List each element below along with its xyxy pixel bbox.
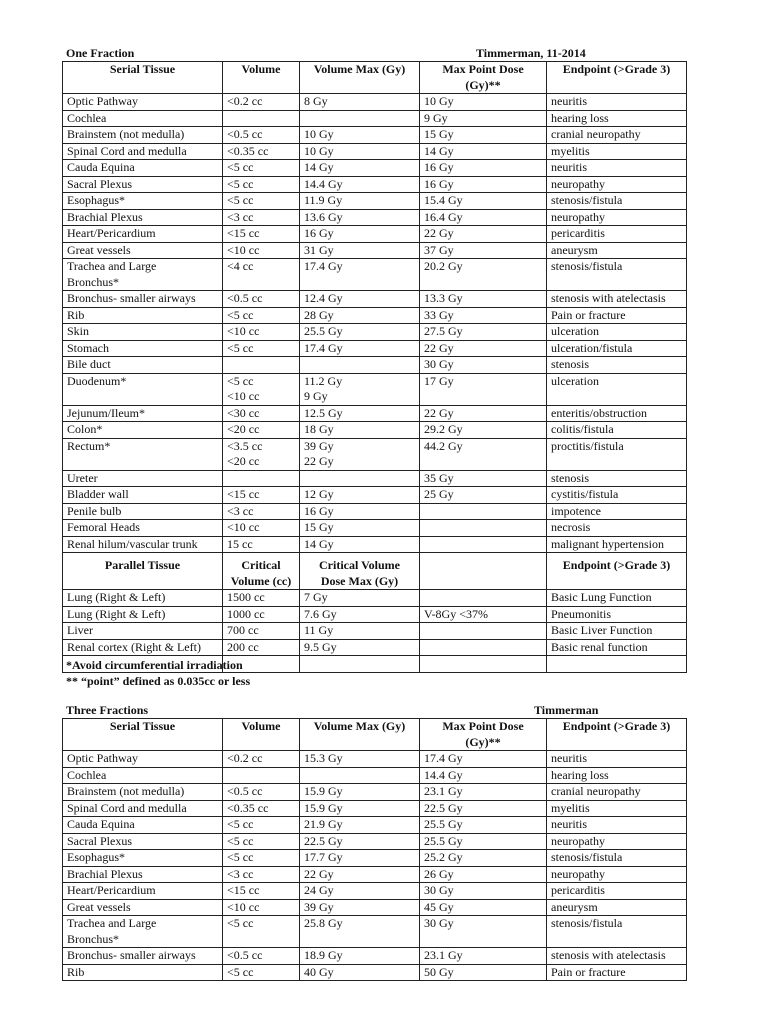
cell-max-point-dose: V-8Gy <37%	[420, 606, 547, 623]
footnotes	[66, 658, 250, 689]
cell-volume-max: 8 Gy	[300, 94, 420, 111]
table-row	[63, 899, 687, 916]
cell-volume: <5 cc	[223, 916, 300, 948]
table-row	[63, 606, 687, 623]
cell-volume: <0.2 cc	[223, 751, 300, 768]
cell-tissue: Cauda Equina	[63, 160, 223, 177]
cell-volume-max: 39 Gy 22 Gy	[300, 438, 420, 470]
table-row	[63, 357, 687, 374]
cell-tissue: Ureter	[63, 470, 223, 487]
table-row	[63, 405, 687, 422]
table-row	[63, 470, 687, 487]
parallel-header-max-point-dose	[420, 553, 547, 590]
table-row	[63, 176, 687, 193]
cell-volume-max: 31 Gy	[300, 242, 420, 259]
cell-tissue: Rectum*	[63, 438, 223, 470]
cell-volume: 15 cc	[223, 536, 300, 553]
cell-endpoint: ulceration/fistula	[547, 340, 687, 357]
cell-volume-max: 25.5 Gy	[300, 324, 420, 341]
cell-tissue: Cochlea	[63, 110, 223, 127]
column-header-volume: Volume	[223, 62, 300, 94]
cell-max-point-dose: 16 Gy	[420, 160, 547, 177]
cell-volume: <5 cc	[223, 160, 300, 177]
cell-max-point-dose: 27.5 Gy	[420, 324, 547, 341]
cell-tissue: Esophagus*	[63, 850, 223, 867]
cell-volume: <5 cc	[223, 964, 300, 981]
cell-volume-max: 24 Gy	[300, 883, 420, 900]
cell-endpoint: stenosis	[547, 357, 687, 374]
cell-volume: <5 cc	[223, 193, 300, 210]
cell-max-point-dose: 16.4 Gy	[420, 209, 547, 226]
cell-max-point-dose: 9 Gy	[420, 110, 547, 127]
cell-tissue: Optic Pathway	[63, 751, 223, 768]
cell-volume: <3 cc	[223, 503, 300, 520]
table-row	[63, 193, 687, 210]
table-row	[63, 143, 687, 160]
cell-volume: <15 cc	[223, 487, 300, 504]
cell-endpoint: hearing loss	[547, 767, 687, 784]
cell-endpoint: neuritis	[547, 160, 687, 177]
table-row	[63, 850, 687, 867]
cell-tissue: Penile bulb	[63, 503, 223, 520]
cell-volume-max: 25.8 Gy	[300, 916, 420, 948]
cell-tissue: Lung (Right & Left)	[63, 606, 223, 623]
table-row	[63, 623, 687, 640]
cell-endpoint: hearing loss	[547, 110, 687, 127]
cell-endpoint: stenosis with atelectasis	[547, 948, 687, 965]
cell-endpoint: Basic Lung Function	[547, 590, 687, 607]
cell-tissue: Brachial Plexus	[63, 209, 223, 226]
cell-tissue: Rib	[63, 964, 223, 981]
table-row	[63, 259, 687, 291]
cell-volume: <5 cc	[223, 850, 300, 867]
cell-tissue: Brachial Plexus	[63, 866, 223, 883]
cell-tissue: Heart/Pericardium	[63, 883, 223, 900]
cell-volume-max: 10 Gy	[300, 127, 420, 144]
column-header-endpoint: Endpoint (>Grade 3)	[547, 62, 687, 94]
cell-volume: <30 cc	[223, 405, 300, 422]
table-row	[63, 291, 687, 308]
cell-tissue: Spinal Cord and medulla	[63, 800, 223, 817]
cell-max-point-dose: 16 Gy	[420, 176, 547, 193]
table-row	[63, 373, 687, 405]
cell-endpoint: pericarditis	[547, 226, 687, 243]
cell-volume-max: 15 Gy	[300, 520, 420, 537]
cell-volume: <10 cc	[223, 324, 300, 341]
cell-max-point-dose	[420, 536, 547, 553]
cell-endpoint: pericarditis	[547, 883, 687, 900]
cell-max-point-dose: 20.2 Gy	[420, 259, 547, 291]
table-row	[63, 639, 687, 656]
cell-tissue: Sacral Plexus	[63, 833, 223, 850]
table-row	[63, 767, 687, 784]
cell-max-point-dose: 25.2 Gy	[420, 850, 547, 867]
cell-volume: <10 cc	[223, 520, 300, 537]
footnote-point-definition: ** “point” defined as 0.035cc or less	[66, 673, 251, 688]
cell-volume: <0.35 cc	[223, 143, 300, 160]
cell-max-point-dose: 14.4 Gy	[420, 767, 547, 784]
cell-max-point-dose: 25.5 Gy	[420, 833, 547, 850]
footnote-circumferential: *Avoid circumferential irradiation	[66, 658, 243, 672]
cell-max-point-dose: 23.1 Gy	[420, 948, 547, 965]
table-row	[63, 833, 687, 850]
cell-volume-max: 16 Gy	[300, 503, 420, 520]
cell-max-point-dose: 23.1 Gy	[420, 784, 547, 801]
cell-volume: <5 cc	[223, 307, 300, 324]
cell-volume: <5 cc	[223, 340, 300, 357]
cell-endpoint: stenosis	[547, 470, 687, 487]
cell-volume: <0.35 cc	[223, 800, 300, 817]
cell-max-point-dose	[420, 656, 547, 673]
table-row	[63, 340, 687, 357]
parallel-header-volume-max: Critical Volume Dose Max (Gy)	[300, 553, 420, 590]
column-header-max-point-dose: Max Point Dose (Gy)**	[420, 719, 547, 751]
column-header-volume-max: Volume Max (Gy)	[300, 719, 420, 751]
table-row	[63, 94, 687, 111]
cell-endpoint: stenosis/fistula	[547, 850, 687, 867]
table-row	[63, 226, 687, 243]
cell-volume: <5 cc <10 cc	[223, 373, 300, 405]
cell-endpoint: neuritis	[547, 817, 687, 834]
cell-volume-max: 22.5 Gy	[300, 833, 420, 850]
cell-tissue: Renal hilum/vascular trunk	[63, 536, 223, 553]
cell-endpoint: necrosis	[547, 520, 687, 537]
cell-endpoint: myelitis	[547, 800, 687, 817]
cell-tissue: Trachea and Large Bronchus*	[63, 916, 223, 948]
cell-max-point-dose: 14 Gy	[420, 143, 547, 160]
cell-tissue: Spinal Cord and medulla	[63, 143, 223, 160]
parallel-header-row	[63, 553, 687, 590]
cell-volume: 200 cc	[223, 639, 300, 656]
cell-volume: <20 cc	[223, 422, 300, 439]
parallel-header-endpoint: Endpoint (>Grade 3)	[547, 553, 687, 590]
cell-tissue: Heart/Pericardium	[63, 226, 223, 243]
cell-tissue: Liver	[63, 623, 223, 640]
cell-volume-max: 15.3 Gy	[300, 751, 420, 768]
cell-max-point-dose: 22.5 Gy	[420, 800, 547, 817]
cell-tissue: Trachea and Large Bronchus*	[63, 259, 223, 291]
cell-max-point-dose: 10 Gy	[420, 94, 547, 111]
cell-max-point-dose	[420, 520, 547, 537]
cell-max-point-dose: 13.3 Gy	[420, 291, 547, 308]
cell-tissue: Bladder wall	[63, 487, 223, 504]
cell-tissue: Brainstem (not medulla)	[63, 127, 223, 144]
cell-volume-max: 11 Gy	[300, 623, 420, 640]
one-fraction-table	[62, 61, 687, 673]
cell-volume: <0.5 cc	[223, 784, 300, 801]
section1-source: Timmerman, 11-2014	[476, 46, 586, 60]
column-header-max-point-dose: Max Point Dose (Gy)**	[420, 62, 547, 94]
cell-volume-max: 15.9 Gy	[300, 784, 420, 801]
cell-max-point-dose: 30 Gy	[420, 883, 547, 900]
cell-max-point-dose: 26 Gy	[420, 866, 547, 883]
cell-max-point-dose: 25.5 Gy	[420, 817, 547, 834]
cell-endpoint: Basic renal function	[547, 639, 687, 656]
cell-tissue: Renal cortex (Right & Left)	[63, 639, 223, 656]
cell-volume-max: 12.4 Gy	[300, 291, 420, 308]
parallel-header-tissue: Parallel Tissue	[63, 553, 223, 590]
parallel-header-volume: Critical Volume (cc)	[223, 553, 300, 590]
cell-volume: <5 cc	[223, 833, 300, 850]
table-row	[63, 800, 687, 817]
table-row	[63, 324, 687, 341]
cell-endpoint: aneurysm	[547, 242, 687, 259]
cell-max-point-dose: 30 Gy	[420, 916, 547, 948]
cell-tissue: Cochlea	[63, 767, 223, 784]
cell-volume-max: 10 Gy	[300, 143, 420, 160]
table-row	[63, 964, 687, 981]
cell-volume: 1000 cc	[223, 606, 300, 623]
cell-volume-max: 18 Gy	[300, 422, 420, 439]
cell-volume-max: 14.4 Gy	[300, 176, 420, 193]
cell-endpoint: ulceration	[547, 324, 687, 341]
cell-volume-max: 17.4 Gy	[300, 340, 420, 357]
cell-max-point-dose: 29.2 Gy	[420, 422, 547, 439]
cell-volume: <0.5 cc	[223, 291, 300, 308]
cell-max-point-dose: 35 Gy	[420, 470, 547, 487]
cell-tissue: Optic Pathway	[63, 94, 223, 111]
cell-endpoint: neuropathy	[547, 209, 687, 226]
cell-endpoint: Pain or fracture	[547, 307, 687, 324]
cell-tissue: Rib	[63, 307, 223, 324]
cell-endpoint: malignant hypertension	[547, 536, 687, 553]
cell-volume-max: 39 Gy	[300, 899, 420, 916]
cell-max-point-dose: 37 Gy	[420, 242, 547, 259]
cell-endpoint: Pneumonitis	[547, 606, 687, 623]
section2-source: Timmerman	[534, 703, 599, 717]
cell-volume-max	[300, 110, 420, 127]
section2-title: Three Fractions	[66, 703, 149, 717]
table-row	[63, 422, 687, 439]
cell-max-point-dose	[420, 503, 547, 520]
cell-tissue: Brainstem (not medulla)	[63, 784, 223, 801]
cell-volume-max: 12.5 Gy	[300, 405, 420, 422]
header-row	[63, 719, 687, 751]
cell-volume: <5 cc	[223, 817, 300, 834]
table-row	[63, 487, 687, 504]
cell-volume: <3.5 cc <20 cc	[223, 438, 300, 470]
cell-volume	[223, 357, 300, 374]
cell-endpoint: stenosis with atelectasis	[547, 291, 687, 308]
cell-max-point-dose	[420, 590, 547, 607]
cell-volume: 700 cc	[223, 623, 300, 640]
cell-tissue: Bronchus- smaller airways	[63, 948, 223, 965]
table-row	[63, 784, 687, 801]
cell-volume	[223, 767, 300, 784]
cell-tissue: Bronchus- smaller airways	[63, 291, 223, 308]
cell-max-point-dose: 17 Gy	[420, 373, 547, 405]
cell-max-point-dose: 22 Gy	[420, 226, 547, 243]
cell-volume-max	[300, 767, 420, 784]
cell-tissue: Skin	[63, 324, 223, 341]
cell-endpoint: neuropathy	[547, 833, 687, 850]
cell-volume-max: 40 Gy	[300, 964, 420, 981]
cell-max-point-dose	[420, 623, 547, 640]
column-header-volume: Volume	[223, 719, 300, 751]
cell-endpoint: neuritis	[547, 751, 687, 768]
cell-tissue: Femoral Heads	[63, 520, 223, 537]
cell-volume-max: 18.9 Gy	[300, 948, 420, 965]
table-row	[63, 536, 687, 553]
cell-volume-max: 28 Gy	[300, 307, 420, 324]
cell-endpoint: stenosis/fistula	[547, 193, 687, 210]
cell-volume: <3 cc	[223, 209, 300, 226]
table-row	[63, 127, 687, 144]
table-row	[63, 160, 687, 177]
cell-endpoint: impotence	[547, 503, 687, 520]
cell-tissue: Stomach	[63, 340, 223, 357]
cell-tissue: Great vessels	[63, 242, 223, 259]
cell-volume: <15 cc	[223, 883, 300, 900]
cell-volume-max: 17.7 Gy	[300, 850, 420, 867]
cell-max-point-dose: 33 Gy	[420, 307, 547, 324]
cell-max-point-dose: 30 Gy	[420, 357, 547, 374]
table-row	[63, 242, 687, 259]
cell-endpoint: neuropathy	[547, 176, 687, 193]
three-fraction-table	[62, 718, 687, 981]
cell-endpoint: aneurysm	[547, 899, 687, 916]
cell-tissue: Lung (Right & Left)	[63, 590, 223, 607]
cell-volume-max	[300, 656, 420, 673]
cell-max-point-dose: 17.4 Gy	[420, 751, 547, 768]
cell-endpoint: colitis/fistula	[547, 422, 687, 439]
cell-volume-max	[300, 357, 420, 374]
cell-volume-max: 11.9 Gy	[300, 193, 420, 210]
cell-max-point-dose: 50 Gy	[420, 964, 547, 981]
cell-endpoint	[547, 656, 687, 673]
cell-endpoint: ulceration	[547, 373, 687, 405]
cell-endpoint: myelitis	[547, 143, 687, 160]
cell-volume-max: 7.6 Gy	[300, 606, 420, 623]
cell-endpoint: neuropathy	[547, 866, 687, 883]
cell-endpoint: cranial neuropathy	[547, 127, 687, 144]
cell-max-point-dose: 22 Gy	[420, 405, 547, 422]
table-row	[63, 209, 687, 226]
cell-volume-max: 14 Gy	[300, 536, 420, 553]
cell-volume: 1500 cc	[223, 590, 300, 607]
cell-volume-max: 12 Gy	[300, 487, 420, 504]
column-header-tissue: Serial Tissue	[63, 719, 223, 751]
table-row	[63, 110, 687, 127]
cell-max-point-dose: 15.4 Gy	[420, 193, 547, 210]
cell-volume-max: 11.2 Gy 9 Gy	[300, 373, 420, 405]
cell-max-point-dose	[420, 639, 547, 656]
table-row	[63, 520, 687, 537]
cell-endpoint: neuritis	[547, 94, 687, 111]
cell-volume-max: 15.9 Gy	[300, 800, 420, 817]
cell-volume: <10 cc	[223, 242, 300, 259]
header-row	[63, 62, 687, 94]
cell-volume: <3 cc	[223, 866, 300, 883]
table-row	[63, 866, 687, 883]
cell-volume-max: 16 Gy	[300, 226, 420, 243]
table-row	[63, 948, 687, 965]
cell-volume-max: 13.6 Gy	[300, 209, 420, 226]
cell-volume: <0.5 cc	[223, 948, 300, 965]
cell-tissue: Esophagus*	[63, 193, 223, 210]
cell-max-point-dose: 22 Gy	[420, 340, 547, 357]
cell-tissue: Great vessels	[63, 899, 223, 916]
cell-volume-max: 22 Gy	[300, 866, 420, 883]
cell-endpoint: stenosis/fistula	[547, 259, 687, 291]
cell-volume-max: 21.9 Gy	[300, 817, 420, 834]
cell-max-point-dose: 15 Gy	[420, 127, 547, 144]
column-header-endpoint: Endpoint (>Grade 3)	[547, 719, 687, 751]
table-row	[63, 916, 687, 948]
table-row	[63, 817, 687, 834]
cell-tissue: Sacral Plexus	[63, 176, 223, 193]
cell-volume	[223, 470, 300, 487]
cell-endpoint: stenosis/fistula	[547, 916, 687, 948]
cell-endpoint: Basic Liver Function	[547, 623, 687, 640]
table-row	[63, 751, 687, 768]
column-header-volume-max: Volume Max (Gy)	[300, 62, 420, 94]
cell-endpoint: enteritis/obstruction	[547, 405, 687, 422]
column-header-tissue: Serial Tissue	[63, 62, 223, 94]
table-row	[63, 503, 687, 520]
cell-max-point-dose: 25 Gy	[420, 487, 547, 504]
cell-volume: <4 cc	[223, 259, 300, 291]
cell-endpoint: proctitis/fistula	[547, 438, 687, 470]
cell-volume-max: 17.4 Gy	[300, 259, 420, 291]
cell-volume-max: 14 Gy	[300, 160, 420, 177]
cell-endpoint: cranial neuropathy	[547, 784, 687, 801]
table-row	[63, 590, 687, 607]
cell-volume: <15 cc	[223, 226, 300, 243]
cell-volume: <5 cc	[223, 176, 300, 193]
cell-tissue: Cauda Equina	[63, 817, 223, 834]
table-row	[63, 883, 687, 900]
cell-endpoint: Pain or fracture	[547, 964, 687, 981]
cell-tissue: Jejunum/Ileum*	[63, 405, 223, 422]
cell-volume: <10 cc	[223, 899, 300, 916]
cell-tissue: Duodenum*	[63, 373, 223, 405]
cell-tissue: Colon*	[63, 422, 223, 439]
cell-volume	[223, 110, 300, 127]
cell-max-point-dose: 45 Gy	[420, 899, 547, 916]
cell-volume: <0.5 cc	[223, 127, 300, 144]
cell-tissue: Bile duct	[63, 357, 223, 374]
cell-endpoint: cystitis/fistula	[547, 487, 687, 504]
table-row	[63, 307, 687, 324]
cell-volume: <0.2 cc	[223, 94, 300, 111]
cell-max-point-dose: 44.2 Gy	[420, 438, 547, 470]
table-row	[63, 438, 687, 470]
cell-volume-max	[300, 470, 420, 487]
cell-volume-max: 9.5 Gy	[300, 639, 420, 656]
section1-title: One Fraction	[66, 46, 135, 60]
cell-volume-max: 7 Gy	[300, 590, 420, 607]
